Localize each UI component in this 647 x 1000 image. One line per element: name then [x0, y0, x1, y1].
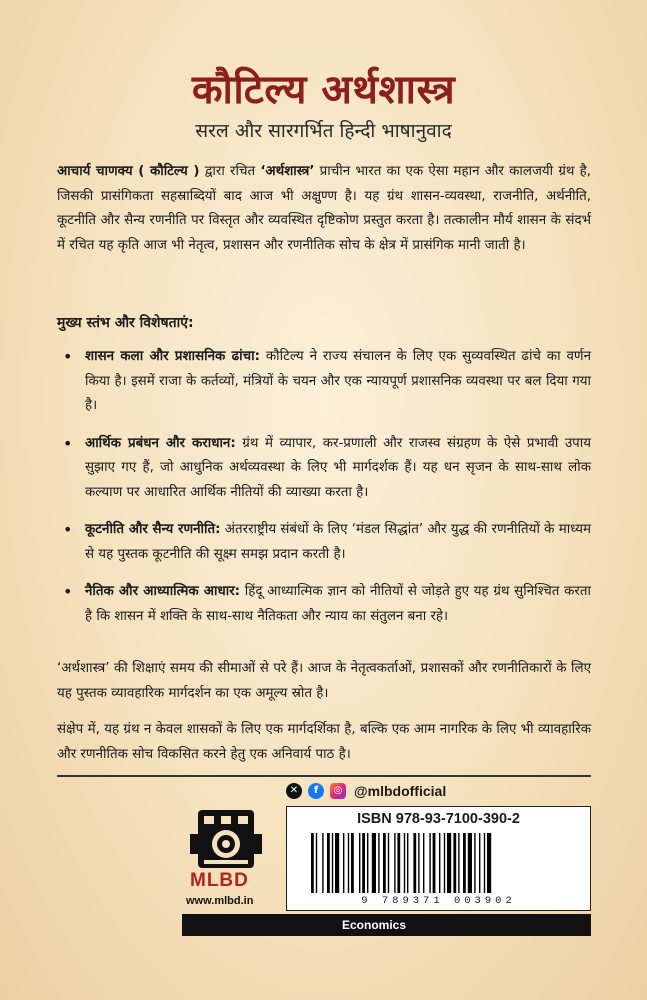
- barcode-bar: [394, 833, 395, 893]
- feature-item: [57, 518, 591, 567]
- feature-title: कूटनीति और सैन्य रणनीति:: [85, 522, 221, 537]
- barcode-bar: [343, 833, 344, 893]
- intro-bold-lead: आचार्य चाणक्य ( कौटिल्य ): [57, 164, 200, 179]
- feature-item: [57, 580, 591, 629]
- closing-paragraph-2: संक्षेप में, यह ग्रंथ न केवल शासकों के लिए एक मार्गदर्शिका है, बल्कि एक आम नागरिक के लिए भी व्यावहारिक और रणनीतिक सोच विकसित करने हेतु एक अनिवार्य पाठ है।: [57, 722, 591, 762]
- barcode-bar: [383, 833, 386, 893]
- bullet-icon: •: [63, 433, 73, 453]
- barcode-bar: [463, 833, 466, 893]
- barcode-bar: [484, 833, 485, 893]
- section-heading: मुख्य स्तंभ और विशेषताएं:: [57, 315, 194, 331]
- feature-text: हिंदू आध्यात्मिक ज्ञान को नीतियों से जोड़ते हुए यह ग्रंथ सुनिश्चित करता है कि शासन में शक्ति के साथ-साथ नैतिकता और न्याय का संतुलन बना रहे।: [85, 584, 591, 624]
- feature-item: [57, 345, 591, 419]
- barcode-bar: [433, 833, 436, 893]
- feature-title: शासन कला और प्रशासनिक ढांचा:: [85, 349, 260, 364]
- barcode-bar: [359, 833, 360, 893]
- barcode-icon: [307, 833, 572, 893]
- social-handle[interactable]: @mlbdofficial: [354, 783, 447, 799]
- barcode-bar: [327, 833, 330, 893]
- bullet-icon: •: [63, 347, 73, 366]
- x-icon[interactable]: ✕: [286, 783, 302, 799]
- category-bar: [182, 914, 591, 936]
- barcode-bar: [458, 833, 459, 893]
- closing-paragraph-1: ‘अर्थशास्त्र’ की शिक्षाएं समय की सीमाओं से परे हैं। आज के नेतृत्वकर्ताओं, प्रशासकों और रणनीतिकारों के लिए यह पुस्तक व्यावहारिक मार्गदर्शन का एक अमूल्य स्रोत है।: [57, 661, 591, 701]
- barcode-bar: [335, 833, 339, 893]
- intro-book-name: ‘अर्थशास्त्र’: [260, 164, 315, 179]
- feature-text: कौटिल्य ने राज्य संचालन के लिए एक सुव्यवस्थित ढांचे का वर्णन किया है। इसमें राजा के कर्तव्यों, मंत्रियों के चयन और एक न्यायपूर्ण प्रशासनिक व्यवस्था पर बल दिया गया है।: [85, 349, 591, 413]
- barcode-bar: [362, 833, 365, 893]
- barcode-bar: [413, 833, 416, 893]
- barcode-bar: [429, 833, 430, 893]
- intro-text-b: प्राचीन भारत का एक ऐसा महान और कालजयी ग्रंथ है, जिसकी प्रासंगिकता सहस्राब्दियों बाद आज भी अक्षुण्ण है। यह ग्रंथ शासन-व्यवस्था, राजनीति, अर्थनीति, कूटनीति और सैन्य रणनीति पर विस्तृत और व्यवस्थित दृष्टिकोण प्रस्तुत करता है। तत्कालीन मौर्य शासन के संदर्भ में रचित यह कृति आज भी नेतृत्व, प्रशासन और रणनीतिक सोच के क्षेत्र में प्रासंगिक मानी जाती है।: [57, 164, 591, 253]
- divider-line: [57, 775, 591, 777]
- isbn-barcode-box: [286, 806, 591, 911]
- social-links: [286, 783, 446, 799]
- feature-text: ग्रंथ में व्यापार, कर-प्रणाली और राजस्व संग्रहण के ऐसे प्रभावी उपाय सुझाए गए हैं, जो आधुनिक अर्थव्यवस्था के लिए भी मार्गदर्शक हैं। यह धन सृजन के साथ-साथ लोक कल्याण पर आधारित आर्थिक नीतियों की व्याख्या करता है।: [85, 435, 591, 500]
- barcode-digits: 9 789371 003902: [361, 895, 516, 907]
- barcode-bar: [348, 833, 349, 893]
- barcode-bar: [407, 833, 408, 893]
- barcode-bar: [372, 833, 376, 893]
- barcode-bar: [439, 833, 440, 893]
- publisher-url[interactable]: www.mlbd.in: [186, 895, 254, 907]
- barcode-bar: [479, 833, 480, 893]
- barcode-bar: [468, 833, 472, 893]
- publisher-logo-text: MLBD: [190, 870, 249, 891]
- barcode-bar: [378, 833, 379, 893]
- barcode-bar: [423, 833, 424, 893]
- isbn-label: ISBN 978-93-7100-390-2: [357, 811, 520, 827]
- feature-text: अंतरराष्ट्रीय संबंधों के लिए ‘मंडल सिद्धांत’ और युद्ध की रणनीतियों के माध्यम से यह पुस्तक कूटनीति की सूक्ष्म समझ प्रदान करती है।: [85, 522, 591, 562]
- barcode-bar: [453, 833, 456, 893]
- barcode-bar: [322, 833, 323, 893]
- book-title: कौटिल्य अर्थशास्त्र: [191, 67, 456, 113]
- book-subtitle: सरल और सारगर्भित हिन्दी भाषानुवाद: [195, 120, 452, 142]
- barcode-bar: [418, 833, 419, 893]
- barcode-bar: [351, 833, 354, 893]
- feature-title: नैतिक और आध्यात्मिक आधार:: [85, 584, 241, 599]
- barcode-bar: [397, 833, 400, 893]
- facebook-icon[interactable]: f: [308, 783, 324, 799]
- barcode-bar: [311, 833, 314, 893]
- bullet-icon: •: [63, 520, 73, 539]
- barcode-bar: [474, 833, 475, 893]
- barcode-bar: [404, 833, 405, 893]
- barcode-bar: [316, 833, 317, 893]
- category-label: Economics: [342, 918, 407, 932]
- barcode-bar: [388, 833, 389, 893]
- intro-text-a: द्वारा रचित: [199, 164, 261, 179]
- features-list: [57, 345, 591, 642]
- barcode-bar: [332, 833, 333, 893]
- barcode-bar: [487, 833, 491, 893]
- bullet-icon: •: [63, 582, 73, 601]
- barcode-bar: [367, 833, 368, 893]
- instagram-icon[interactable]: ◎: [330, 783, 346, 799]
- barcode-bar: [447, 833, 451, 893]
- feature-title: आर्थिक प्रबंधन और कराधान:: [85, 435, 236, 451]
- intro-paragraph: [57, 160, 591, 258]
- feature-item: [57, 432, 591, 506]
- barcode-bar: [444, 833, 445, 893]
